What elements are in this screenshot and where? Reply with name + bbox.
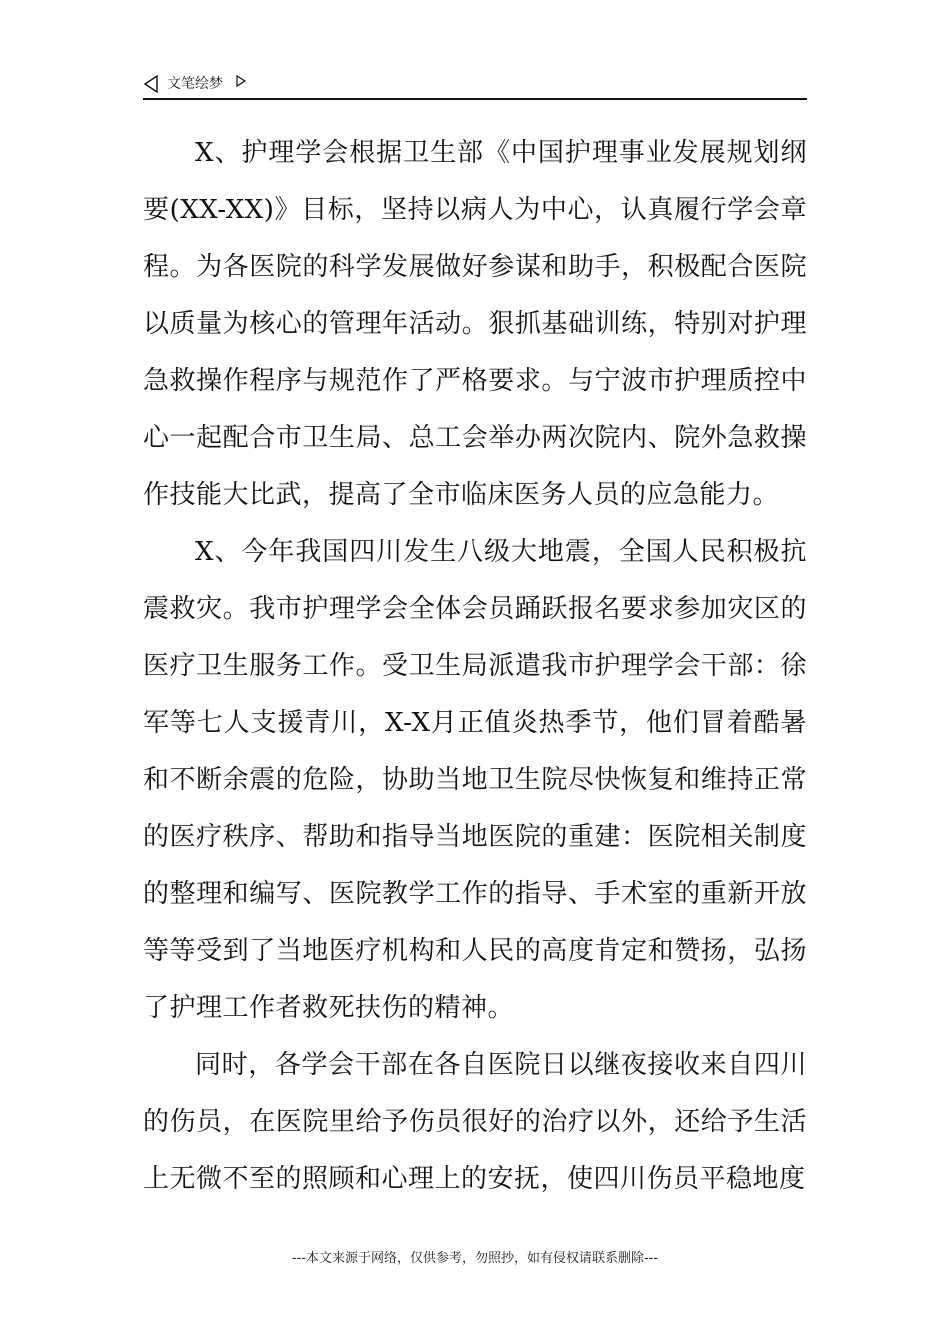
header-title: 文笔绘梦: [167, 76, 223, 92]
page-footer-disclaimer: ---本文来源于网络，仅供参考，勿照抄，如有侵权请联系删除---: [291, 1251, 659, 1266]
paragraph: 同时，各学会干部在各自医院日以继夜接收来自四川的伤员，在医院里给予伤员很好的治疗以外，还给予生活上无微不至的照顾和心理上的安抚，使四川伤员平稳地度: [143, 1050, 807, 1194]
header-divider: [143, 98, 807, 100]
paragraph: X、今年我国四川发生八级大地震，全国人民积极抗震救灾。我市护理学会全体会员踊跃报名要求参加灾区的医疗卫生服务工作。受卫生局派遣我市护理学会干部：徐军等七人支援青川，X-X月正值炎热季节，他们冒着酷暑和不断余震的危险，协助当地卫生院尽快恢复和维持正常的医疗秩序、帮助和指导当地医院的重建：医院相关制度的整理和编写、医院教学工作的指导、手术室的重新开放等等受到了当地医疗机构和人民的高度肯定和赞扬，弘扬了护理工作者救死扶伤的精神。: [143, 537, 807, 1023]
document-body: [143, 125, 807, 1208]
page-header: [143, 72, 807, 98]
paragraph: X、护理学会根据卫生部《中国护理事业发展规划纲要(XX-XX)》目标，坚持以病人为中心，认真履行学会章程。为各医院的科学发展做好参谋和助手，积极配合医院以质量为核心的管理年活动。狠抓基础训练，特别对护理急救操作程序与规范作了严格要求。与宁波市护理质控中心一起配合市卫生局、总工会举办两次院内、院外急救操作技能大比武，提高了全市临床医务人员的应急能力。: [143, 138, 807, 510]
triangle-left-outline-icon: [143, 75, 159, 93]
triangle-right-outline-icon: [235, 74, 247, 88]
